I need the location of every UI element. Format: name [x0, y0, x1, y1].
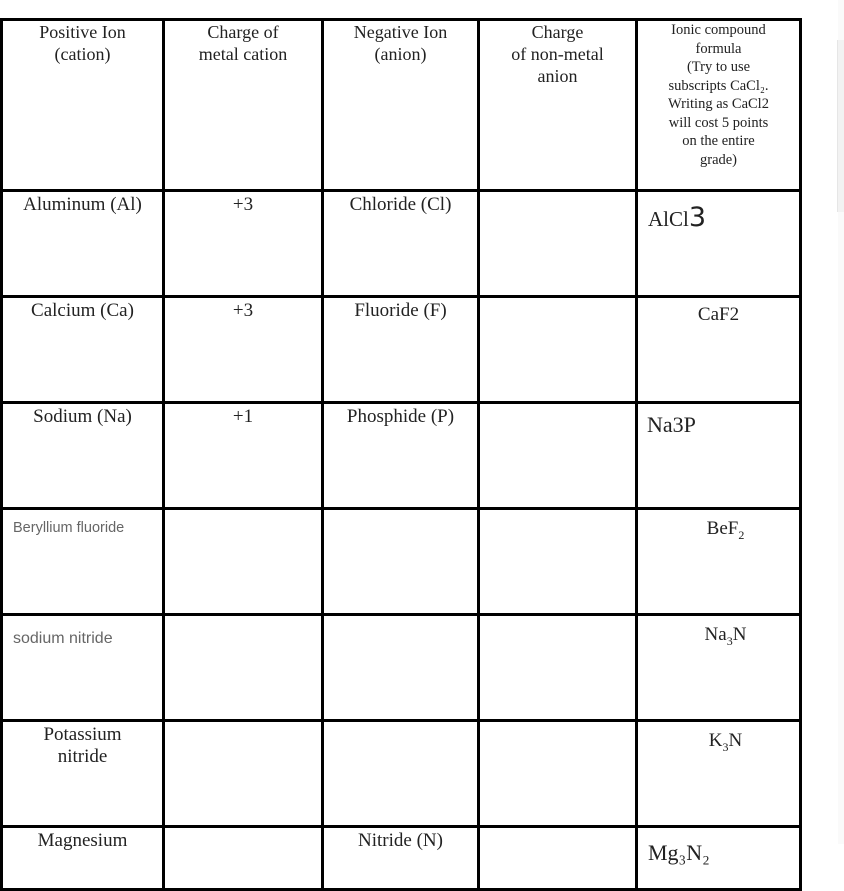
- charge-text: +3: [232, 194, 254, 215]
- table-row: [2, 509, 801, 615]
- anion-charge-cell[interactable]: [479, 615, 637, 721]
- header-row: [2, 20, 801, 191]
- formula-main: AlCl: [648, 207, 689, 231]
- table-row: [2, 721, 801, 827]
- charge-text: [165, 510, 321, 512]
- header-anion: Negative Ion (anion): [323, 20, 479, 191]
- anion-charge-text: [480, 298, 635, 300]
- formula-main: BeF: [706, 518, 739, 539]
- table-row: [2, 297, 801, 403]
- formula-cell[interactable]: [637, 191, 801, 297]
- charge-cell[interactable]: [164, 297, 323, 403]
- formula-main: K: [708, 730, 723, 751]
- formula-cell[interactable]: [637, 297, 801, 403]
- header-formula: Ionic compound formula (Try to use subscripts CaCl₂. Writing as CaCl2 will cost 5 points on the entire grade): [637, 20, 801, 191]
- charge-text: [165, 722, 321, 724]
- anion-charge-text: [480, 616, 635, 618]
- anion-charge-cell[interactable]: [479, 721, 637, 827]
- header-cation-charge: Charge of metal cation: [164, 20, 323, 191]
- formula-cell[interactable]: [637, 615, 801, 721]
- formula-text: [638, 510, 799, 543]
- anion-charge-cell[interactable]: [479, 191, 637, 297]
- anion-text: [324, 722, 477, 724]
- anion-cell[interactable]: [323, 297, 479, 403]
- formula-cell[interactable]: [637, 721, 801, 827]
- charge-cell[interactable]: [164, 721, 323, 827]
- formula-sub: 2: [738, 527, 745, 542]
- formula-tail: N: [728, 730, 743, 751]
- anion-text: Nitride (N): [358, 830, 443, 851]
- anion-charge-cell[interactable]: [479, 403, 637, 509]
- charge-text: [165, 616, 321, 618]
- anion-text: [324, 510, 477, 512]
- cation-cell[interactable]: [2, 297, 164, 403]
- formula-sub: 3: [726, 633, 733, 648]
- header-anion-charge: Charge of non-metal anion: [479, 20, 637, 191]
- anion-cell[interactable]: [323, 827, 479, 890]
- cation-cell[interactable]: [2, 615, 164, 721]
- formula-text: [638, 616, 799, 649]
- table-row: [2, 827, 801, 890]
- anion-text: Fluoride (F): [354, 300, 447, 321]
- cation-text: Calcium (Ca): [31, 300, 134, 321]
- table-row: [2, 615, 801, 721]
- formula-cell[interactable]: [637, 403, 801, 509]
- charge-text: +3: [232, 300, 254, 321]
- cation-text: Aluminum (Al): [23, 194, 142, 215]
- anion-text: [324, 616, 477, 618]
- cation-cell[interactable]: [2, 827, 164, 890]
- cation-cell[interactable]: [2, 721, 164, 827]
- formula-text: [638, 722, 799, 755]
- formula-tail: N: [732, 624, 747, 645]
- anion-charge-cell[interactable]: [479, 297, 637, 403]
- anion-charge-text: [480, 722, 635, 724]
- formula-text: CaF2: [697, 304, 740, 325]
- charge-cell[interactable]: [164, 191, 323, 297]
- cation-text: Sodium (Na): [33, 406, 132, 427]
- charge-cell[interactable]: [164, 615, 323, 721]
- anion-charge-cell[interactable]: [479, 509, 637, 615]
- anion-cell[interactable]: [323, 615, 479, 721]
- formula-text: Mg₃N₂: [648, 840, 710, 865]
- charge-cell[interactable]: [164, 403, 323, 509]
- scroll-indicator: [837, 40, 844, 212]
- anion-cell[interactable]: [323, 403, 479, 509]
- formula-text: [638, 192, 799, 233]
- charge-text: +1: [232, 406, 254, 427]
- cation-text: Beryllium fluoride: [13, 520, 125, 536]
- cation-cell[interactable]: [2, 509, 164, 615]
- anion-charge-text: [480, 828, 635, 830]
- cation-text: sodium nitride: [13, 630, 113, 647]
- cation-text: Magnesium: [37, 830, 128, 851]
- anion-cell[interactable]: [323, 509, 479, 615]
- cation-cell[interactable]: [2, 403, 164, 509]
- anion-charge-text: [480, 192, 635, 194]
- table-row: [2, 191, 801, 297]
- formula-main: Na: [704, 624, 727, 645]
- formula-sub: 3: [722, 739, 729, 754]
- cation-cell[interactable]: [2, 191, 164, 297]
- anion-cell[interactable]: [323, 191, 479, 297]
- anion-text: Chloride (Cl): [349, 194, 452, 215]
- anion-cell[interactable]: [323, 721, 479, 827]
- header-cation: Positive Ion (cation): [2, 20, 164, 191]
- charge-cell[interactable]: [164, 509, 323, 615]
- formula-cell[interactable]: [637, 827, 801, 890]
- table-row: [2, 403, 801, 509]
- anion-text: Phosphide (P): [346, 406, 455, 427]
- anion-charge-text: [480, 404, 635, 406]
- anion-charge-text: [480, 510, 635, 512]
- anion-charge-cell[interactable]: [479, 827, 637, 890]
- ionic-compound-table: [0, 18, 802, 891]
- cation-text: Potassium nitride: [43, 724, 122, 767]
- charge-cell[interactable]: [164, 827, 323, 890]
- charge-text: [165, 828, 321, 830]
- formula-sub: 3: [688, 202, 707, 233]
- formula-text: Na3P: [647, 412, 696, 437]
- formula-cell[interactable]: [637, 509, 801, 615]
